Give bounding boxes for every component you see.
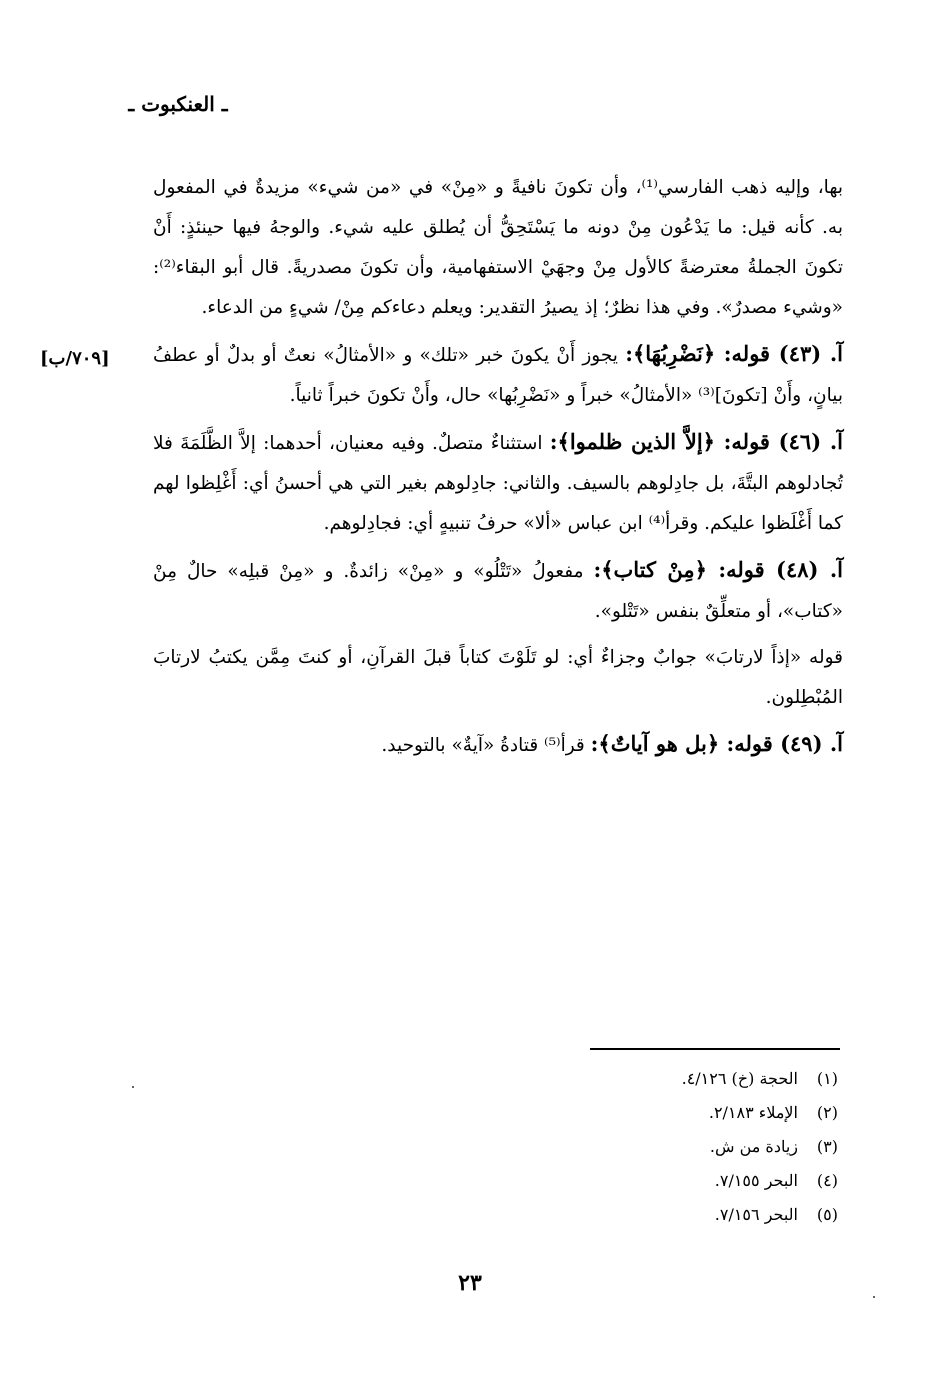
section-body: قوله «إذاً لارتابَ» جوابٌ وجزاءٌ أي: لو تَلَوْتَ كتاباً قبلَ القرآنِ، أو كنتَ مِمَّن يكتبُ لارتابَ المُبْطِلون.: [153, 647, 843, 708]
footnote-text: البحر ٧/١٥٦.: [714, 1205, 798, 1224]
section-48-continuation: [153, 638, 843, 718]
section-48: [153, 550, 843, 632]
footnote-number: (١): [816, 1069, 838, 1088]
scan-speck: [132, 1086, 134, 1088]
section-body: مفعولُ «تَتْلُو» و «مِنْ» زائدةٌ. و «مِنْ قبلِه» حالٌ مِنْ «كتاب»، أو متعلِّقٌ بنفس «تَتْلو».: [153, 561, 843, 622]
section-43: [153, 334, 843, 416]
intro-paragraph: بها، وإليه ذهب الفارسي⁽¹⁾، وأن تكونَ نافيةً و «مِنْ» في «من شيء» مزيدةٌ في المفعول به. كأنه قيل: ما يَدْعُون مِنْ دونه ما يَسْتَحِقُّ أن يُطلق عليه شيء. والوجهُ فيها حينئذٍ: أَنْ تكونَ الجملةُ معترضةً كالأول مِنْ وجهَيْ الاستفهامية، وأن تكونَ مصدريةً. قال أبو البقاء⁽²⁾: «وشيء مصدرٌ». وفي هذا نظرٌ؛ إذ يصيرُ التقدير: ويعلم دعاءكم مِنْ/ شيءٍ من الدعاء.: [153, 177, 843, 318]
section-body: قرأ⁽⁵⁾ قتادةُ «آيةٌ» بالتوحيد.: [381, 735, 585, 756]
footnote-item: [478, 1062, 838, 1096]
footnote-number: (٢): [816, 1103, 838, 1122]
footnote-divider: [590, 1048, 840, 1050]
footnote-number: (٣): [816, 1137, 838, 1156]
ayah-ref: آ. (٤٨) قوله: ﴿مِنْ كتاب﴾:: [593, 557, 843, 582]
footnote-number: (٤): [816, 1171, 838, 1190]
footnote-text: البحر ٧/١٥٥.: [714, 1171, 798, 1190]
footnotes: [478, 1062, 838, 1232]
section-46: [153, 422, 843, 544]
footnote-text: الإملاء ٢/١٨٣.: [708, 1103, 798, 1122]
footnote-text: زيادة من ش.: [709, 1137, 798, 1156]
footnote-item: [478, 1130, 838, 1164]
footnote-text: الحجة (خ) ٤/١٢٦.: [681, 1069, 798, 1088]
section-49: [153, 724, 843, 766]
ayah-ref: آ. (٤٩) قوله: ﴿بل هو آياتٌ﴾:: [590, 731, 843, 756]
section-body: استثناءٌ متصلٌ. وفيه معنيان، أحدهما: إلاَّ الظَّلَمَةَ فلا تُجادلوهم البتَّةَ، بل جادِلوهم بالسيف. والثاني: جادِلوهم بغير التي هي أحسنُ أي: أَغْلِظوا لهم كما أَغْلَظوا عليكم. وقرأ⁽⁴⁾ ابن عباس «ألا» حرفُ تنبيهٍ أي: فجادِلوهم.: [153, 433, 843, 534]
footnote-item: [478, 1096, 838, 1130]
section-body: يجوز أَنْ يكونَ خبر «تلك» و «الأمثالُ» نعتٌ أو بدلٌ أو عطفُ بيانٍ، وأَنْ [تكونَ]⁽³⁾ «الأمثالُ» خبراً و «نَضْرِبُها» حال، وأَنْ تكونَ خبراً ثانياً.: [153, 345, 843, 406]
footnote-item: [478, 1198, 838, 1232]
scan-speck: [873, 1296, 875, 1298]
running-header: ـ العنكبوت ـ: [128, 92, 228, 116]
page-number: ٢٣: [458, 1270, 482, 1296]
ayah-ref: آ. (٤٣) قوله: ﴿نَضْرِبُهَا﴾:: [625, 341, 843, 366]
folio-margin-note: [٧٠٩/ب]: [40, 348, 110, 369]
main-text: [153, 168, 843, 766]
footnote-number: (٥): [816, 1205, 838, 1224]
footnote-item: [478, 1164, 838, 1198]
ayah-ref: آ. (٤٦) قوله: ﴿إلاَّ الذين ظلموا﴾:: [549, 429, 843, 454]
